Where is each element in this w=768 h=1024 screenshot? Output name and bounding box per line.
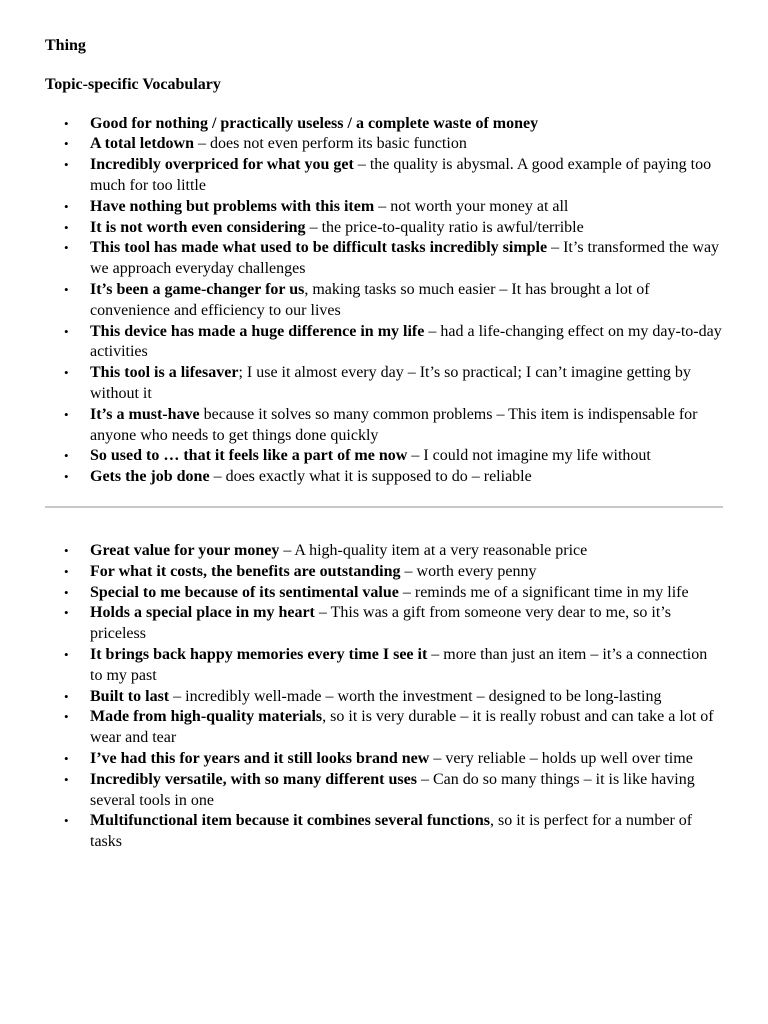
bullet-icon: • [64, 709, 69, 725]
section-heading: Topic-specific Vocabulary [45, 75, 221, 93]
phrase: It’s been a game-changer for us [90, 280, 305, 298]
list-item [45, 155, 723, 197]
phrase: Multifunctional item because it combines several functions [90, 812, 490, 830]
bullet-icon: • [64, 240, 69, 256]
bullet-icon: • [64, 406, 69, 422]
explanation: – A high-quality item at a very reasonable price [279, 541, 588, 559]
explanation: – the quality is abysmal. A good example of paying too much for too little [90, 156, 712, 194]
phrase: This tool is a lifesaver [90, 364, 239, 382]
list-item [45, 541, 723, 562]
explanation: – very reliable – holds up well over time [429, 749, 693, 767]
explanation: – does not even perform its basic function [194, 135, 467, 153]
phrase: I’ve had this for years and it still looks brand new [90, 749, 430, 767]
phrase: Incredibly versatile, with so many different uses [90, 770, 417, 788]
explanation: – incredibly well-made – worth the investment – designed to be long-lasting [169, 687, 662, 705]
phrase: Have nothing but problems with this item [90, 197, 375, 215]
bullet-icon: • [64, 584, 69, 600]
bullet-icon: • [64, 605, 69, 621]
bullet-icon: • [64, 365, 69, 381]
list-item [45, 280, 723, 322]
phrase: Holds a special place in my heart [90, 604, 315, 622]
list-item [45, 770, 723, 812]
explanation: – It’s transformed the way we approach everyday challenges [90, 239, 720, 278]
phrase: Built to last [90, 687, 170, 705]
bullet-icon: • [64, 563, 69, 579]
explanation: , making tasks so much easier – It has brought a lot of convenience and efficiency to our lives [90, 280, 650, 319]
explanation: , so it is very durable – it is really robust and can take a lot of wear and tear [90, 708, 714, 747]
list-item [45, 197, 723, 218]
bullet-icon: • [64, 219, 69, 235]
list-item [45, 363, 723, 405]
list-item [45, 446, 723, 467]
phrase: So used to … that it feels like a part of me now [90, 447, 408, 465]
explanation: – more than just an item – it’s a connection to my past [90, 645, 708, 684]
bullet-icon: • [64, 115, 69, 131]
list-item [45, 218, 723, 239]
list-item [45, 562, 723, 583]
phrase: It brings back happy memories every time I see it [90, 645, 428, 663]
explanation: – worth every penny [400, 562, 537, 580]
list-item [45, 238, 723, 280]
explanation: – I could not imagine my life without [407, 447, 651, 465]
phrase: Made from high-quality materials [90, 708, 323, 726]
explanation: – This was a gift from someone very dear to me, so it’s priceless [90, 604, 671, 643]
bullet-icon: • [64, 198, 69, 214]
phrase: Great value for your money [90, 541, 280, 559]
explanation: ; I use it almost every day – It’s so practical; I can’t imagine getting by without it [90, 364, 691, 402]
list-item [45, 583, 723, 604]
explanation: – does exactly what it is supposed to do – reliable [209, 468, 532, 486]
phrase: Special to me because of its sentimental value [90, 583, 399, 601]
phrase: It’s a must-have [90, 405, 200, 423]
explanation: because it solves so many common problems – This item is indispensable for anyone who needs to get things done quickly [90, 405, 698, 444]
bullet-icon: • [64, 771, 69, 787]
explanation: – had a life-changing effect on my day-to-day activities [90, 322, 722, 361]
list-item [45, 811, 723, 853]
list-item [45, 645, 723, 687]
phrase: A total letdown [90, 135, 194, 153]
bullet-icon: • [64, 281, 69, 297]
bullet-icon: • [64, 688, 69, 704]
list-item [45, 467, 723, 488]
bullet-icon: • [64, 157, 69, 173]
bullet-icon: • [64, 448, 69, 464]
vocabulary-list-value [45, 541, 723, 853]
explanation: , so it is perfect for a number of tasks [90, 812, 693, 851]
list-item [45, 749, 723, 770]
bullet-icon: • [64, 542, 69, 558]
explanation: – the price-to-quality ratio is awful/terrible [305, 218, 584, 236]
bullet-icon: • [64, 813, 69, 829]
bullet-icon: • [64, 750, 69, 766]
list-item [45, 134, 723, 155]
list-item [45, 687, 723, 708]
phrase: This tool has made what used to be difficult tasks incredibly simple [90, 239, 548, 257]
vocabulary-list-negative-positive [45, 114, 723, 488]
list-item [45, 603, 723, 645]
bullet-icon: • [64, 136, 69, 152]
explanation: – reminds me of a significant time in my life [398, 583, 689, 601]
bullet-icon: • [64, 323, 69, 339]
phrase: This device has made a huge difference in my life [90, 322, 425, 340]
phrase: Incredibly overpriced for what you get [90, 156, 354, 174]
list-item [45, 707, 723, 749]
list-item [45, 405, 723, 447]
bullet-icon: • [64, 469, 69, 485]
list-item [45, 322, 723, 364]
explanation: – Can do so many things – it is like having several tools in one [90, 770, 695, 809]
explanation: – not worth your money at all [374, 197, 569, 215]
phrase: Gets the job done [90, 468, 210, 486]
document-title: Thing [45, 37, 86, 54]
bullet-icon: • [64, 646, 69, 662]
phrase: Good for nothing / practically useless / a complete waste of money [90, 114, 539, 132]
horizontal-divider [45, 506, 723, 508]
list-item [45, 114, 723, 135]
phrase: For what it costs, the benefits are outstanding [90, 562, 401, 580]
phrase: It is not worth even considering [90, 218, 306, 236]
